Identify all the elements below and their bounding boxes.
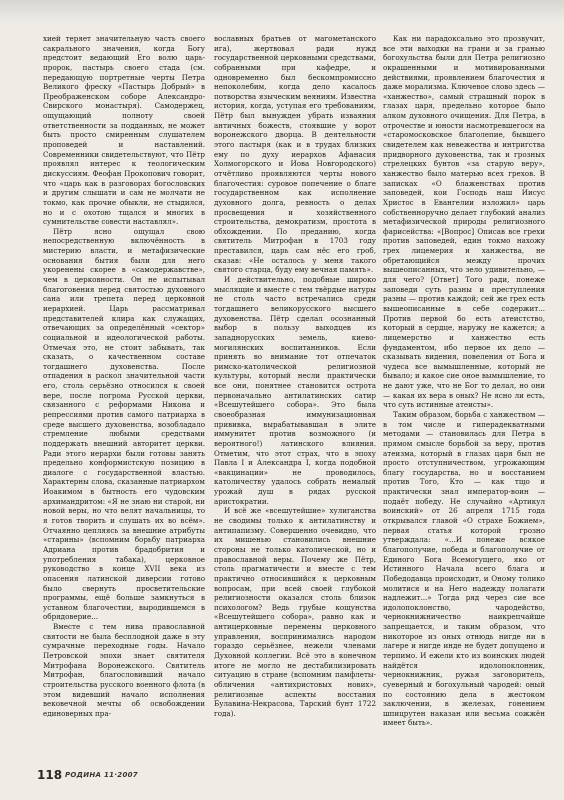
paragraph: И действительно, подобные широко мыслящие и вместе с тем твёрдые натуры не столь часто встречались среди тогдашнего великорусского высшего духовенства. Пётр сделал осознанный выбор в пользу выходцев из западнорусских земель, киево-могилянских воспитанников. Если принять во внимание тот отпечаток римско-католической религиозной культуры, который несли практически все они, понятнее становится острота первоначально антилатинских сатир «Всешутейшего собора». Это была своеобразная иммунизационная прививка, вырабатывавшая в элите иммунитет против возможного (и вероятного!) латинского влияния. Отметим, что этот страх, что в эпоху Павла I и Александра I, когда подобной «вакцинации» не проводилось, католичеству удалось собрать немалый урожай душ в рядах русской аристократии. <box>214 275 376 506</box>
header-strip <box>0 0 564 22</box>
paragraph: Пётр ясно ощущал свою непосредственную включённость в мистерию власти, и метафизические основания бытия были для него укоренены скорее в «самодержавстве», чем в церковности. Он не испытывал благоговения перед святостью духовного сана или трепета перед церковной иерархией. Царь рассматривал представителей клира как служащих, отвечающих за определённый «сектор» социальной и идеологической работы. Отмечая это, не стоит забывать, так сказать, о качественном составе тогдашнего духовенства. После отпадения в раскол значительной части его, столь серьёзно относился к своей вере, после погрома Русской церкви, связанного с реформами Никона и репрессиями против самого патриарха в среде высшего духовенства, возобладало стремление любыми средствами поддержать внешний авторитет церкви. Ради этого иерархи были готовы занять предельно конформистскую позицию в диалоге с государственной властью. Характерны слова, сказанные патриархом Иоакимом в бытность его чудовским архимандритом: «Я не знаю ни старой, ни новой веры, но что велят начальницы, то я готов творить и слушать их во всём». Отчаянно цепляясь за внешние атрибуты «старины» (вспомним борьбу патриарха Адриана против брадобрития и употребления табака), церковное руководство в конце XVII века из опасения латинской диверсии готово было свернуть просветительские программы, ещё больше замкнуться в уставном благочестии, выродившемся в обрядоверие... <box>43 226 205 622</box>
paragraph: Вместе с тем нива православной святости не была бесплодной даже в эту сумрачные переходные годы. Начало Петровской эпохи знает святителя Митрофана Воронежского. Святитель Митрофан, благословивший начало строительства русского военного флота (в этом видевший начало исполнения вековечной мечты об освобождении единоверных пра- <box>43 622 205 718</box>
issue-label: РОДИНА 11·2007 <box>65 771 138 779</box>
text-column-2 <box>214 34 376 718</box>
page-footer <box>0 768 564 788</box>
paragraph: И всё же «всешутейшие» хулиганства не сводимы только к антилатинству и антипапизму. Совершенно очевидно, что их мишенью становились внешние стороны не только католической, но и православной веры. Почему же Пётр, столь прагматичести и вместе с тем практично относившийся к церковным вопросам, при всей своей глубокой религиозности оказался столь близок психологом? Ведь грубые кощунства «Всешутейшего собора», равно как и антицерковные перемены церковного управления, воспринимались народом гораздо серьёзнее, нежели членами Духовной коллегии. Всё это в конечном итоге не могло не дестабилизировать ситуацию в стране (вспомним памфлеты-обличения «антихристовых нових», религиозные аспекты восстания Булавина-Некрасова, Тарский бунт 1722 года). <box>214 506 376 718</box>
text-column-1 <box>43 34 205 718</box>
text-column-3 <box>383 34 545 728</box>
paragraph: вославных братьев от магометанского ига), жертвовал ради нужд государственной церковными средствами, собранными при кафедре, и одновременно был бескомпромиссно непоколебим, когда дело касалось потворства языческим веяниям. Известна история, когда, уступая его требованиям, Пётр был вынужден убрать изваяния античных божеств, стоявшие у ворот воронежского дворца. В деятельности этого пастыря (как и в трудах близких ему по духу иерархов Афанасия Холмогорского и Иова Новгородского) отчётливо проявляются черты нового благочестия: суровое попечение о благе государственном как исполнение духовного долга, ревность о делах просвещения и хозяйственного строительства, демократизм, простота в обхождении. По преданию, когда святитель Митрофан в 1703 году преставился, царь сам нёс его гроб, сказав: «Не осталось у меня такого святого старца, буду ему вечная память». <box>214 34 376 275</box>
paragraph: хией теряет значительную часть своего сакрального значения, когда Богу предстоит ведающий Его волю царь-пророк, пастырь своего стада (см. передающую портретные черты Петра Великого фреску «Пастырь Добрый» в Преображенском соборе Александро-Свирского монастыря). Самодержец, ощущающий полноту своей ответственности за подданных, не может быть просто смиренным слушателем проповедей и наставлений. Современники свидетельствуют, что Пётр проявлял интерес к теологическим дискуссиям. Феофан Прокопович говорит, что «царь как в разговорах богословских и другим слышати и сам не молчати не токмо, как прочие обыкли, не стыдился, но и с охотою тщался и многих в сумнительстве совести наставлял». <box>43 34 205 227</box>
paragraph: Таким образом, борьба с ханжеством — в том числе и гиперадекватными методами — становилась для Петра в прямом смысле борьбой за веру, против атеизма, который в глазах царя был не просто отступничеством, угрожающим благу государства, но и восстанием против Того, Кто — как тщ̣о и практически знал император-воин — подаёт победу. Не случайно «Артикул воинский» от 26 апреля 1715 года открывался главой «О страхе Божием», первая статья которой грозно утверждала: «...И понеже всякое благополучие, победа и благополучие от Единого Бога Всемогущего, яко от Истинного Начала всего блага и Победодавца происходит, и Оному толико молитися и на Него надежду полагати надлежит...» Тогда ряд через сие все идолопоклонство, чародейство, чернокнижничество наикрепчайше запрещается, и таким образом, что никоторое из оных отнюдь нигде ни в лагере и нигде инде не будет допущено и терпимо. И ежели кто из воинских людей найдётся идолопоклонник, чернокнижник, ружья заговоритель, суеверный и богохульный чародей: оный по состоянию дела в жестоком заключении, в железах, гонением шпицрутен наказан или весьма сожжён имеет быть». <box>383 409 545 728</box>
page-number: 118 <box>37 768 63 782</box>
paragraph: Как ни парадоксально это прозвучит, все эти выходки на грани и за гранью богохульства были для Петра религиозно окрашенными и мотивированными действиями, проявлением благочестия и даже морализма. Ключевое слово здесь — «ханжество», самый страшный порок в глазах царя, предельно которое было алком духовного очищения. Для Петра, в отрочестве и юности насмотревшегося на «старомосковское благолепие, бывшего свидетелем как невежества и интригства придворного духовенства, так и грозных стрелецких бунтов «за старую веру», ханжество было матерью всех грехов. В записках «О блаженствах против заповедей, кои Господь наш Иисус Христос в Евангелии изложил» царь собственноручно делает глубокий анализ метафизической природы религиозного фарисейства: «[Вопрос] Описав все грехи против заповедей, един токмо нахожу грех лицемерия и ханжества, не обретающийся между прочих вышеописанных, что зело удивительно, — для чего? [Ответ] Того ради, понеже заповеди суть разны и преступления разны — против каждой; сей же грех есть вышеописанные в себе содержит... Против первой бо есть атеистство, который в сердце, наружу не кажется; а лицемерство и ханжество есть фундаментом, ибо первое их дело — сказывать видения, повеления от Бога и чудеса все вымышленные, который не бывало; и какое сие оное вымышление, то не дают уже, что не Бог то делал, но они — какая их вера в оных? Не ясно ли есть, что суть истинные атеисты». <box>383 34 545 410</box>
